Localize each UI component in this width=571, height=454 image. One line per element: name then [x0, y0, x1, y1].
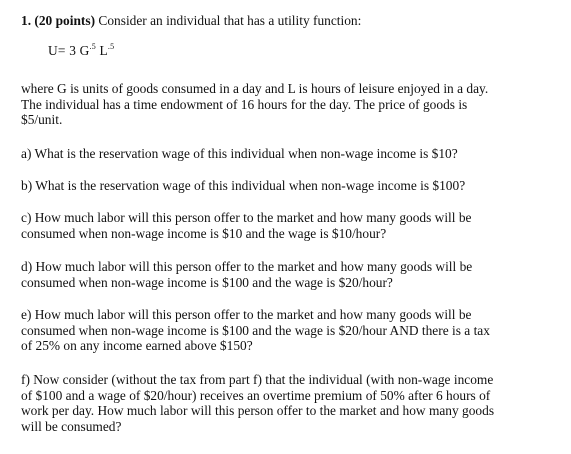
question-number: 1. — [21, 13, 32, 28]
part-c — [21, 210, 561, 241]
formula-l-exponent: .5 — [107, 41, 115, 51]
part-e — [21, 307, 561, 354]
part-a-line: a) What is the reservation wage of this individual when non-wage income is $10? — [21, 146, 458, 161]
formula-l: L — [99, 43, 108, 58]
part-e-line: consumed when non-wage income is $100 and the wage is $20/hour AND there is a tax — [21, 322, 490, 338]
formula-g-exponent: .5 — [89, 41, 96, 51]
description-line: The individual has a time endowment of 16 hours for the day. The price of goods is — [21, 96, 468, 112]
part-f-line: work per day. How much labor will this person offer to the market and how many goods — [21, 403, 495, 419]
part-b — [21, 178, 561, 194]
description-line: $5/unit. — [21, 112, 63, 128]
part-d-line: d) How much labor will this person offer to the market and how many goods will be — [21, 259, 473, 274]
part-a — [21, 146, 561, 162]
question-header — [21, 13, 561, 29]
formula-g: G — [79, 43, 90, 58]
part-d-line: consumed when non-wage income is $100 and the wage is $20/hour? — [21, 274, 393, 290]
part-f-line: f) Now consider (without the tax from part f) that the individual (with non-wage income — [21, 372, 494, 387]
part-f-line: will be consumed? — [21, 418, 122, 434]
description-line: where G is units of goods consumed in a day and L is hours of leisure enjoyed in a day. — [21, 81, 489, 96]
part-c-line: c) How much labor will this person offer to the market and how many goods will be — [21, 210, 472, 225]
part-e-line: of 25% on any income earned above $150? — [21, 338, 253, 354]
question-intro: Consider an individual that has a utility function: — [98, 13, 362, 28]
formula-equals: = — [57, 43, 66, 58]
formula-lhs: U — [48, 43, 58, 58]
part-f — [21, 372, 561, 434]
part-b-line: b) What is the reservation wage of this individual when non-wage income is $100? — [21, 178, 466, 193]
formula-coefficient: 3 — [69, 43, 77, 58]
part-e-line: e) How much labor will this person offer to the market and how many goods will be — [21, 307, 472, 322]
part-f-line: of $100 and a wage of $20/hour) receives an overtime premium of 50% after 6 hours of — [21, 387, 491, 403]
part-d — [21, 259, 561, 290]
description-paragraph — [21, 81, 561, 128]
utility-formula — [48, 43, 114, 59]
part-c-line: consumed when non-wage income is $10 and the wage is $10/hour? — [21, 225, 387, 241]
question-points: (20 points) — [34, 13, 96, 28]
